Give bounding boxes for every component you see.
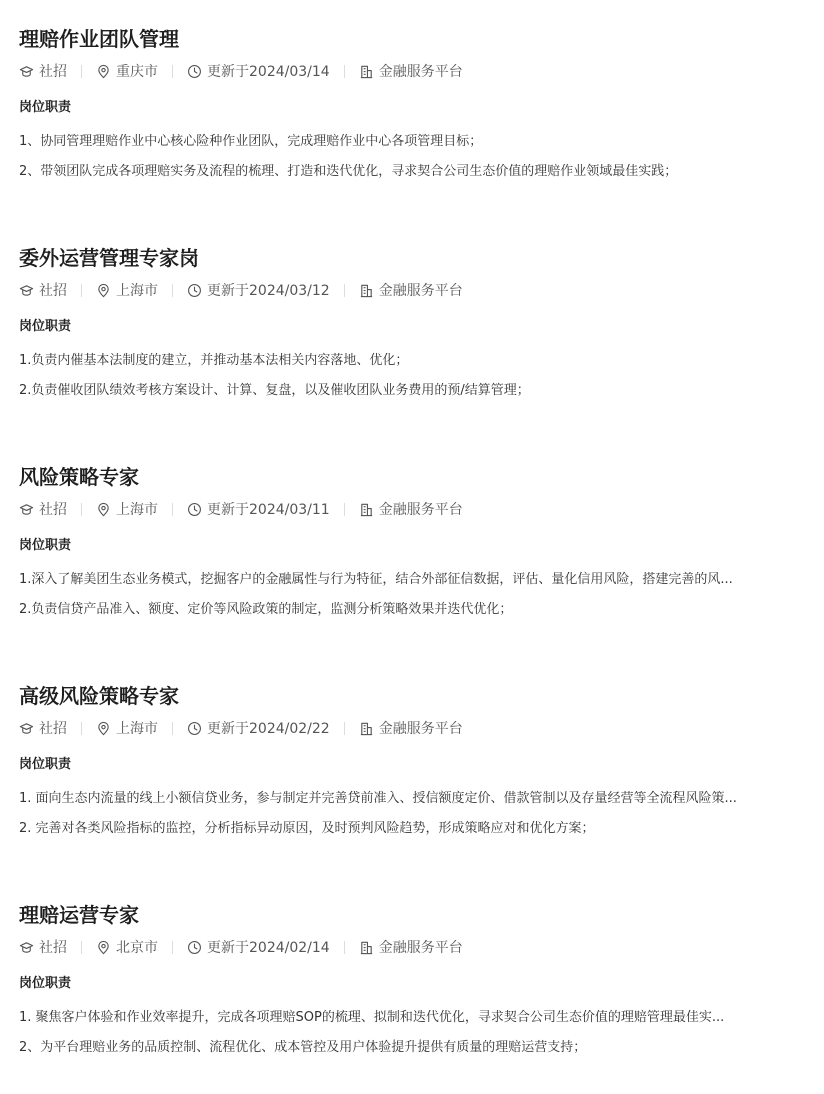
job-title[interactable]: 理赔运营专家 xyxy=(19,903,139,927)
job-city xyxy=(96,280,158,300)
job-card[interactable] xyxy=(19,244,809,398)
job-updated-label: 更新于2024/02/14 xyxy=(207,940,330,956)
location-pin-icon xyxy=(96,721,111,736)
job-type-label: 社招 xyxy=(39,721,67,737)
job-updated-label: 更新于2024/02/22 xyxy=(207,721,330,737)
meta-divider xyxy=(81,284,82,297)
duty-item: 1.深入了解美团生态业务模式，挖掘客户的金融属性与行为特征，结合外部征信数据，评估、量化信用风险，搭建完善的风... xyxy=(19,572,733,587)
duty-item: 2. 完善对各类风险指标的监控，分析指标异动原因，及时预判风险趋势，形成策略应对和优化方案； xyxy=(19,821,595,836)
job-meta xyxy=(19,280,463,300)
duty-heading: 岗位职责 xyxy=(19,976,72,991)
meta-divider xyxy=(172,65,173,78)
clock-icon xyxy=(187,64,202,79)
meta-divider xyxy=(344,722,345,735)
job-type-label: 社招 xyxy=(39,283,67,299)
job-department-label: 金融服务平台 xyxy=(378,502,463,518)
job-meta xyxy=(19,499,463,519)
job-title[interactable]: 委外运营管理专家岗 xyxy=(19,246,199,270)
graduation-cap-icon xyxy=(19,721,34,736)
job-type xyxy=(19,718,67,738)
job-meta xyxy=(19,937,463,957)
location-pin-icon xyxy=(96,64,111,79)
job-type-label: 社招 xyxy=(39,64,67,80)
job-department xyxy=(359,61,463,81)
job-type xyxy=(19,61,67,81)
job-title[interactable]: 风险策略专家 xyxy=(19,465,139,489)
location-pin-icon xyxy=(96,502,111,517)
meta-divider xyxy=(172,503,173,516)
duty-heading: 岗位职责 xyxy=(19,319,72,334)
job-type-label: 社招 xyxy=(39,940,67,956)
graduation-cap-icon xyxy=(19,283,34,298)
duty-item: 1.负责内催基本法制度的建立，并推动基本法相关内容落地、优化； xyxy=(19,353,409,368)
building-icon xyxy=(359,721,374,736)
duty-heading: 岗位职责 xyxy=(19,538,72,553)
graduation-cap-icon xyxy=(19,502,34,517)
job-city-label: 上海市 xyxy=(116,721,158,737)
job-type xyxy=(19,937,67,957)
job-updated-label: 更新于2024/03/12 xyxy=(207,283,330,299)
job-department xyxy=(359,499,463,519)
job-updated xyxy=(187,937,330,957)
meta-divider xyxy=(81,503,82,516)
meta-divider xyxy=(172,941,173,954)
meta-divider xyxy=(172,284,173,297)
job-city-label: 北京市 xyxy=(116,940,158,956)
graduation-cap-icon xyxy=(19,940,34,955)
duty-item: 1、协同管理理赔作业中心核心险种作业团队，完成理赔作业中心各项管理目标； xyxy=(19,134,483,149)
job-title[interactable]: 理赔作业团队管理 xyxy=(19,27,179,51)
job-meta xyxy=(19,61,463,81)
job-updated-label: 更新于2024/03/14 xyxy=(207,64,330,80)
duty-heading: 岗位职责 xyxy=(19,757,72,772)
meta-divider xyxy=(81,722,82,735)
clock-icon xyxy=(187,502,202,517)
clock-icon xyxy=(187,940,202,955)
meta-divider xyxy=(344,284,345,297)
job-department-label: 金融服务平台 xyxy=(378,283,463,299)
building-icon xyxy=(359,940,374,955)
job-city-label: 重庆市 xyxy=(116,64,158,80)
location-pin-icon xyxy=(96,940,111,955)
job-department-label: 金融服务平台 xyxy=(378,940,463,956)
job-card[interactable] xyxy=(19,25,809,179)
meta-divider xyxy=(81,65,82,78)
job-city-label: 上海市 xyxy=(116,502,158,518)
meta-divider xyxy=(344,65,345,78)
meta-divider xyxy=(344,503,345,516)
building-icon xyxy=(359,283,374,298)
building-icon xyxy=(359,64,374,79)
job-department-label: 金融服务平台 xyxy=(378,721,463,737)
meta-divider xyxy=(81,941,82,954)
job-department xyxy=(359,280,463,300)
meta-divider xyxy=(172,722,173,735)
clock-icon xyxy=(187,283,202,298)
job-updated xyxy=(187,61,330,81)
job-title[interactable]: 高级风险策略专家 xyxy=(19,684,179,708)
duty-item: 2.负责信贷产品准入、额度、定价等风险政策的制定，监测分析策略效果并迭代优化； xyxy=(19,602,513,617)
job-city xyxy=(96,718,158,738)
job-type-label: 社招 xyxy=(39,502,67,518)
job-type xyxy=(19,280,67,300)
job-updated xyxy=(187,499,330,519)
duty-item: 1. 面向生态内流量的线上小额信贷业务，参与制定并完善贷前准入、授信额度定价、借款管制以及存量经营等全流程风险策... xyxy=(19,791,737,806)
location-pin-icon xyxy=(96,283,111,298)
job-city xyxy=(96,61,158,81)
duty-item: 2、为平台理赔业务的品质控制、流程优化、成本管控及用户体验提升提供有质量的理赔运营支持； xyxy=(19,1040,587,1055)
job-department xyxy=(359,718,463,738)
job-city xyxy=(96,499,158,519)
building-icon xyxy=(359,502,374,517)
job-city-label: 上海市 xyxy=(116,283,158,299)
job-card[interactable] xyxy=(19,463,809,617)
job-meta xyxy=(19,718,463,738)
job-updated-label: 更新于2024/03/11 xyxy=(207,502,330,518)
duty-item: 1. 聚焦客户体验和作业效率提升，完成各项理赔SOP的梳理、拟制和迭代优化，寻求契合公司生态价值的理赔管理最佳实... xyxy=(19,1010,725,1025)
job-card[interactable] xyxy=(19,901,809,1055)
duty-heading: 岗位职责 xyxy=(19,100,72,115)
clock-icon xyxy=(187,721,202,736)
meta-divider xyxy=(344,941,345,954)
job-type xyxy=(19,499,67,519)
job-department xyxy=(359,937,463,957)
job-city xyxy=(96,937,158,957)
job-updated xyxy=(187,718,330,738)
duty-item: 2.负责催收团队绩效考核方案设计、计算、复盘，以及催收团队业务费用的预/结算管理； xyxy=(19,383,530,398)
job-department-label: 金融服务平台 xyxy=(378,64,463,80)
job-updated xyxy=(187,280,330,300)
graduation-cap-icon xyxy=(19,64,34,79)
job-card[interactable] xyxy=(19,682,809,836)
duty-item: 2、带领团队完成各项理赔实务及流程的梳理、打造和迭代优化，寻求契合公司生态价值的理赔作业领域最佳实践； xyxy=(19,164,678,179)
